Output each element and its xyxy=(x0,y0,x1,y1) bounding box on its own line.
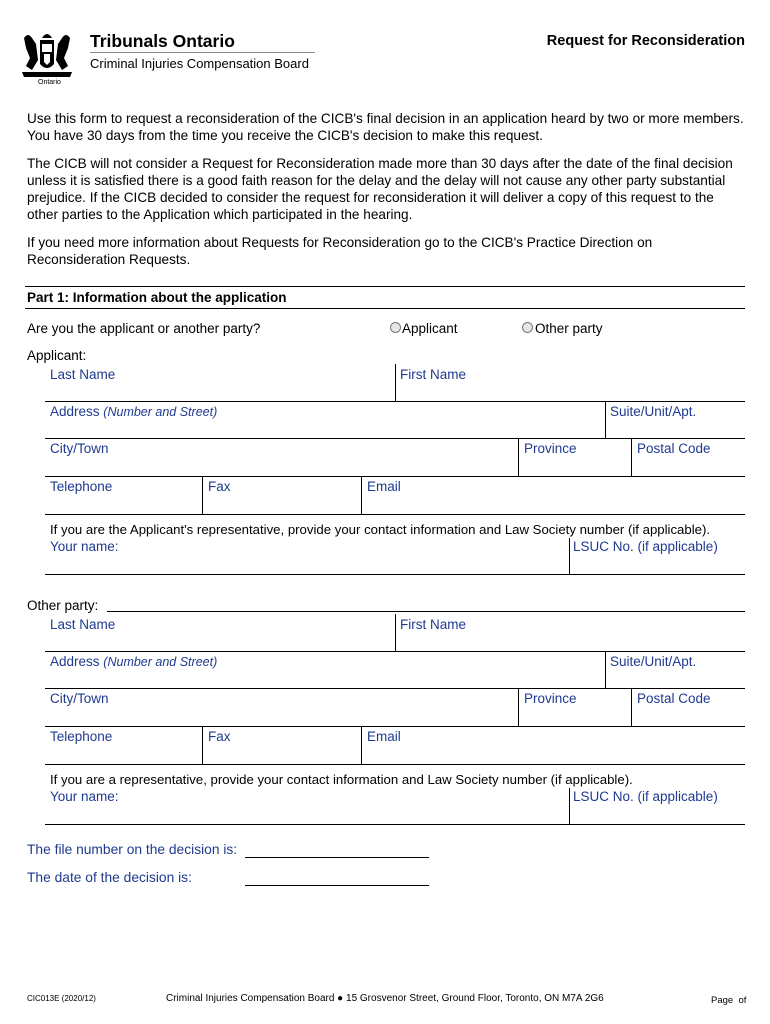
divider xyxy=(245,857,429,858)
decision-date-label: The date of the decision is: xyxy=(27,870,192,885)
other-fax-label: Fax xyxy=(208,729,231,744)
divider xyxy=(631,689,632,726)
footer-address: Criminal Injuries Compensation Board ● 15 Grosvenor Street, Ground Floor, Toronto, ON M7A 2G6 xyxy=(166,993,604,1004)
divider xyxy=(605,402,606,438)
other-last-name-label: Last Name xyxy=(50,617,116,632)
other-email-input[interactable] xyxy=(365,745,747,765)
other-fax-input[interactable] xyxy=(206,745,360,765)
org-name: Tribunals Ontario xyxy=(90,31,235,51)
applicant-province-label: Province xyxy=(524,441,577,456)
other-party-section-label: Other party: xyxy=(27,598,99,613)
other-rep-note: If you are a representative, provide your contact information and Law Society number (if applicable). xyxy=(50,772,633,787)
applicant-postal-label: Postal Code xyxy=(637,441,711,456)
part1-heading: Part 1: Information about the application xyxy=(27,290,287,305)
other-lsuc-label: LSUC No. (if applicable) xyxy=(573,789,718,804)
intro-paragraph-1: Use this form to request a reconsideration of the CICB's final decision in an application heard by two or more members. You have 30 days from the time you receive the CICB's decision to make this request. xyxy=(27,111,744,143)
page-number: Page of xyxy=(711,995,747,1006)
divider xyxy=(202,477,203,514)
applicant-first-name-label: First Name xyxy=(400,367,467,382)
applicant-suite-input[interactable] xyxy=(608,420,747,440)
divider xyxy=(45,824,745,825)
other-province-input[interactable] xyxy=(522,707,631,727)
other-last-name-input[interactable] xyxy=(48,633,392,653)
logo-caption: Ontario xyxy=(38,79,61,86)
divider xyxy=(45,401,745,402)
applicant-radio[interactable] xyxy=(390,322,401,333)
other-rep-name-input[interactable] xyxy=(48,805,567,825)
address-hint: (Number and Street) xyxy=(103,655,218,669)
other-city-input[interactable] xyxy=(48,707,517,727)
applicant-rep-name-input[interactable] xyxy=(48,555,567,575)
applicant-section-label: Applicant: xyxy=(27,348,87,363)
divider xyxy=(361,477,362,514)
address-label-text: Address xyxy=(50,654,100,669)
applicant-email-label: Email xyxy=(367,479,401,494)
other-suite-label: Suite/Unit/Apt. xyxy=(610,654,697,669)
other-address-label xyxy=(50,654,217,669)
other-rep-name-label: Your name: xyxy=(50,789,119,804)
divider xyxy=(45,726,745,727)
divider xyxy=(45,514,745,515)
header-divider xyxy=(90,52,315,53)
divider xyxy=(107,611,745,612)
applicant-lsuc-label: LSUC No. (if applicable) xyxy=(573,539,718,554)
divider xyxy=(569,788,570,824)
divider xyxy=(518,439,519,476)
other-postal-label: Postal Code xyxy=(637,691,711,706)
divider xyxy=(245,885,429,886)
other-first-name-input[interactable] xyxy=(398,633,742,653)
divider xyxy=(45,574,745,575)
address-hint: (Number and Street) xyxy=(103,405,218,419)
party-question: Are you the applicant or another party? xyxy=(27,321,261,336)
part1-bottom-rule xyxy=(25,308,745,309)
applicant-fax-label: Fax xyxy=(208,479,231,494)
other-city-label: City/Town xyxy=(50,691,109,706)
applicant-rep-name-label: Your name: xyxy=(50,539,119,554)
applicant-telephone-label: Telephone xyxy=(50,479,113,494)
address-label-text: Address xyxy=(50,404,100,419)
divider xyxy=(202,727,203,764)
applicant-first-name-input[interactable] xyxy=(398,383,742,403)
other-address-input[interactable] xyxy=(48,670,602,690)
board-name: Criminal Injuries Compensation Board xyxy=(90,56,309,71)
applicant-fax-input[interactable] xyxy=(206,495,360,515)
other-party-radio[interactable] xyxy=(522,322,533,333)
file-number-label: The file number on the decision is: xyxy=(27,842,238,857)
other-lsuc-input[interactable] xyxy=(572,805,746,825)
divider xyxy=(631,439,632,476)
applicant-city-label: City/Town xyxy=(50,441,109,456)
other-telephone-input[interactable] xyxy=(48,745,202,765)
ontario-logo xyxy=(18,30,76,88)
form-title: Request for Reconsideration xyxy=(546,33,745,49)
divider xyxy=(45,651,745,652)
applicant-telephone-input[interactable] xyxy=(48,495,202,515)
other-first-name-label: First Name xyxy=(400,617,467,632)
intro-paragraph-2: The CICB will not consider a Request for Reconsideration made more than 30 days after the date of the final decision unless it is satisfied there is a good faith reason for the delay and the delay will not cause any other party substantial prejudice. If the CICB decided to consider the request for reconsideration it will deliver a copy of this request to the other parties to the Application which participated in the hearing. xyxy=(27,156,733,222)
divider xyxy=(45,438,745,439)
divider xyxy=(518,689,519,726)
applicant-city-input[interactable] xyxy=(48,457,517,477)
divider xyxy=(395,364,396,402)
divider xyxy=(395,614,396,652)
applicant-address-input[interactable] xyxy=(48,420,602,440)
applicant-rep-note: If you are the Applicant's representative, provide your contact information and Law Society number (if applicable). xyxy=(50,522,711,537)
divider xyxy=(361,727,362,764)
applicant-province-input[interactable] xyxy=(522,457,631,477)
divider xyxy=(45,476,745,477)
divider xyxy=(605,652,606,688)
applicant-address-label xyxy=(50,404,217,419)
other-province-label: Province xyxy=(524,691,577,706)
divider xyxy=(45,764,745,765)
other-telephone-label: Telephone xyxy=(50,729,113,744)
applicant-radio-label: Applicant xyxy=(402,321,458,336)
other-email-label: Email xyxy=(367,729,401,744)
form-code: CIC013E (2020/12) xyxy=(27,994,96,1003)
applicant-postal-input[interactable] xyxy=(635,457,747,477)
intro-paragraph-3: If you need more information about Requests for Reconsideration go to the CICB's Practice Direction on Reconsideration Requests. xyxy=(27,235,653,267)
applicant-last-name-input[interactable] xyxy=(48,383,392,403)
divider xyxy=(45,688,745,689)
applicant-email-input[interactable] xyxy=(365,495,747,515)
applicant-suite-label: Suite/Unit/Apt. xyxy=(610,404,697,419)
applicant-lsuc-input[interactable] xyxy=(572,555,746,575)
divider xyxy=(569,538,570,574)
applicant-last-name-label: Last Name xyxy=(50,367,116,382)
other-postal-input[interactable] xyxy=(635,707,747,727)
other-suite-input[interactable] xyxy=(608,670,747,690)
other-party-radio-label: Other party xyxy=(535,321,603,336)
part1-top-rule xyxy=(25,286,745,287)
